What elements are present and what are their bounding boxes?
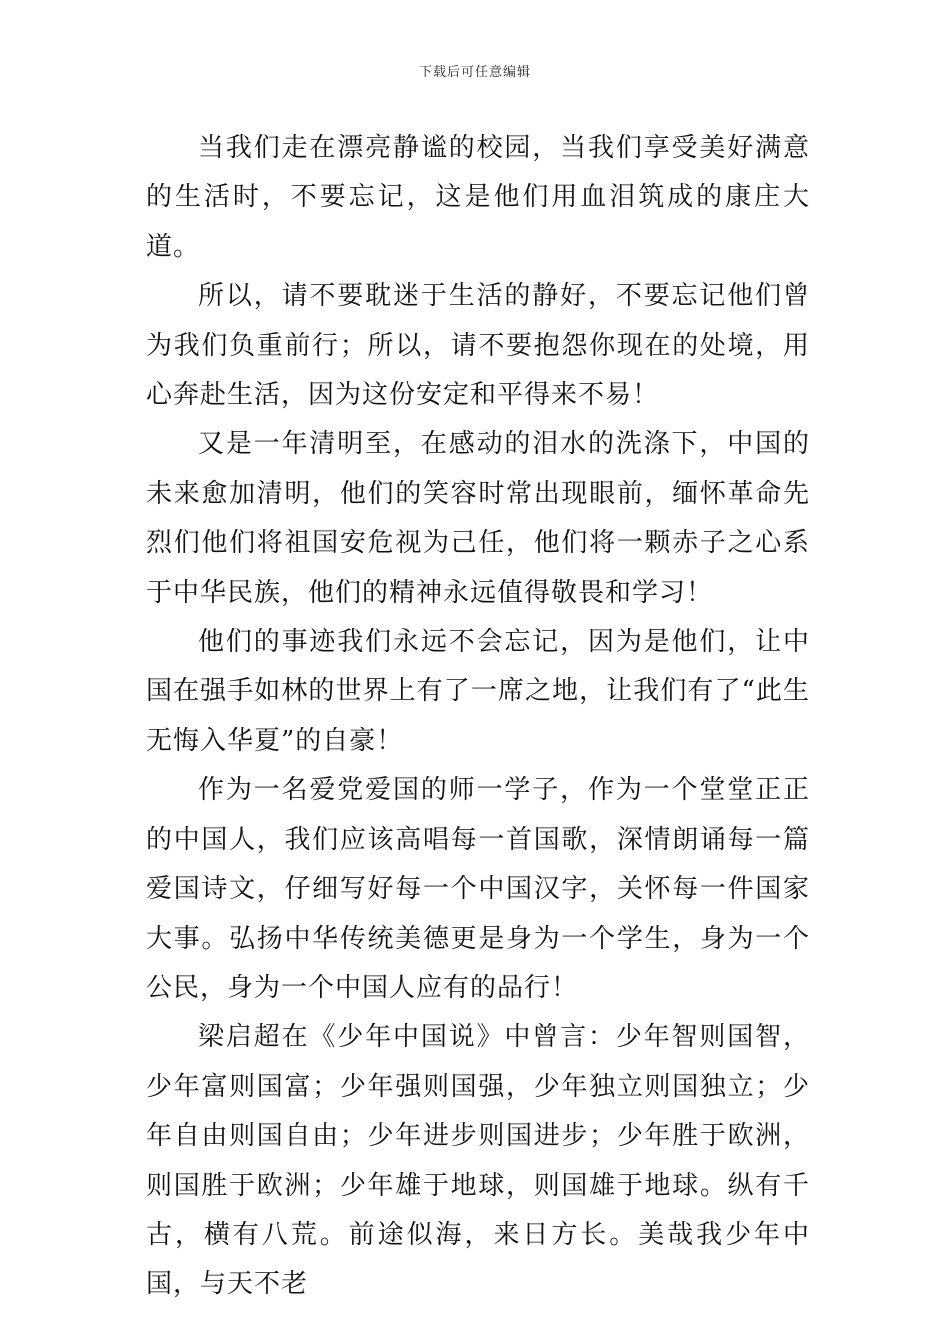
- paragraph: 梁启超在《少年中国说》中曾言：少年智则国智，少年富则国富；少年强则国强，少年独立则国独立；少年自由则国自由；少年进步则国进步；少年胜于欧洲，则国胜于欧洲；少年雄于地球，则国雄于地球。纵有千古，横有八荒。前途似海，来日方长。美哉我少年中国，与天不老: [146, 1022, 810, 1300]
- page-header: 下载后可任意编辑: [418, 65, 531, 80]
- paragraph: 当我们走在漂亮静谧的校园，当我们享受美好满意的生活时，不要忘记，这是他们用血泪筑成的康庄大道。: [146, 133, 810, 262]
- document-body: [146, 124, 810, 1310]
- paragraph: 作为一名爱党爱国的师一学子，作为一个堂堂正正的中国人，我们应该高唱每一首国歌，深情朗诵每一篇爱国诗文，仔细写好每一个中国汉字，关怀每一件国家大事。弘扬中华传统美德更是身为一个学生，身为一个公民，身为一个中国人应有的品行！: [146, 775, 810, 1003]
- paragraph: 又是一年清明至，在感动的泪水的洗涤下，中国的未来愈加清明，他们的笑容时常出现眼前，缅怀革命先烈们他们将祖国安危视为己任，他们将一颗赤子之心系于中华民族，他们的精神永远值得敬畏和学习！: [146, 429, 810, 608]
- paragraph: 所以，请不要耽迷于生活的静好，不要忘记他们曾为我们负重前行；所以，请不要抱怨你现在的处境，用心奔赴生活，因为这份安定和平得来不易！: [146, 281, 810, 411]
- paragraph: 他们的事迹我们永远不会忘记，因为是他们，让中国在强手如林的世界上有了一席之地，让我们有了“此生无悔入华夏”的自豪！: [146, 627, 810, 756]
